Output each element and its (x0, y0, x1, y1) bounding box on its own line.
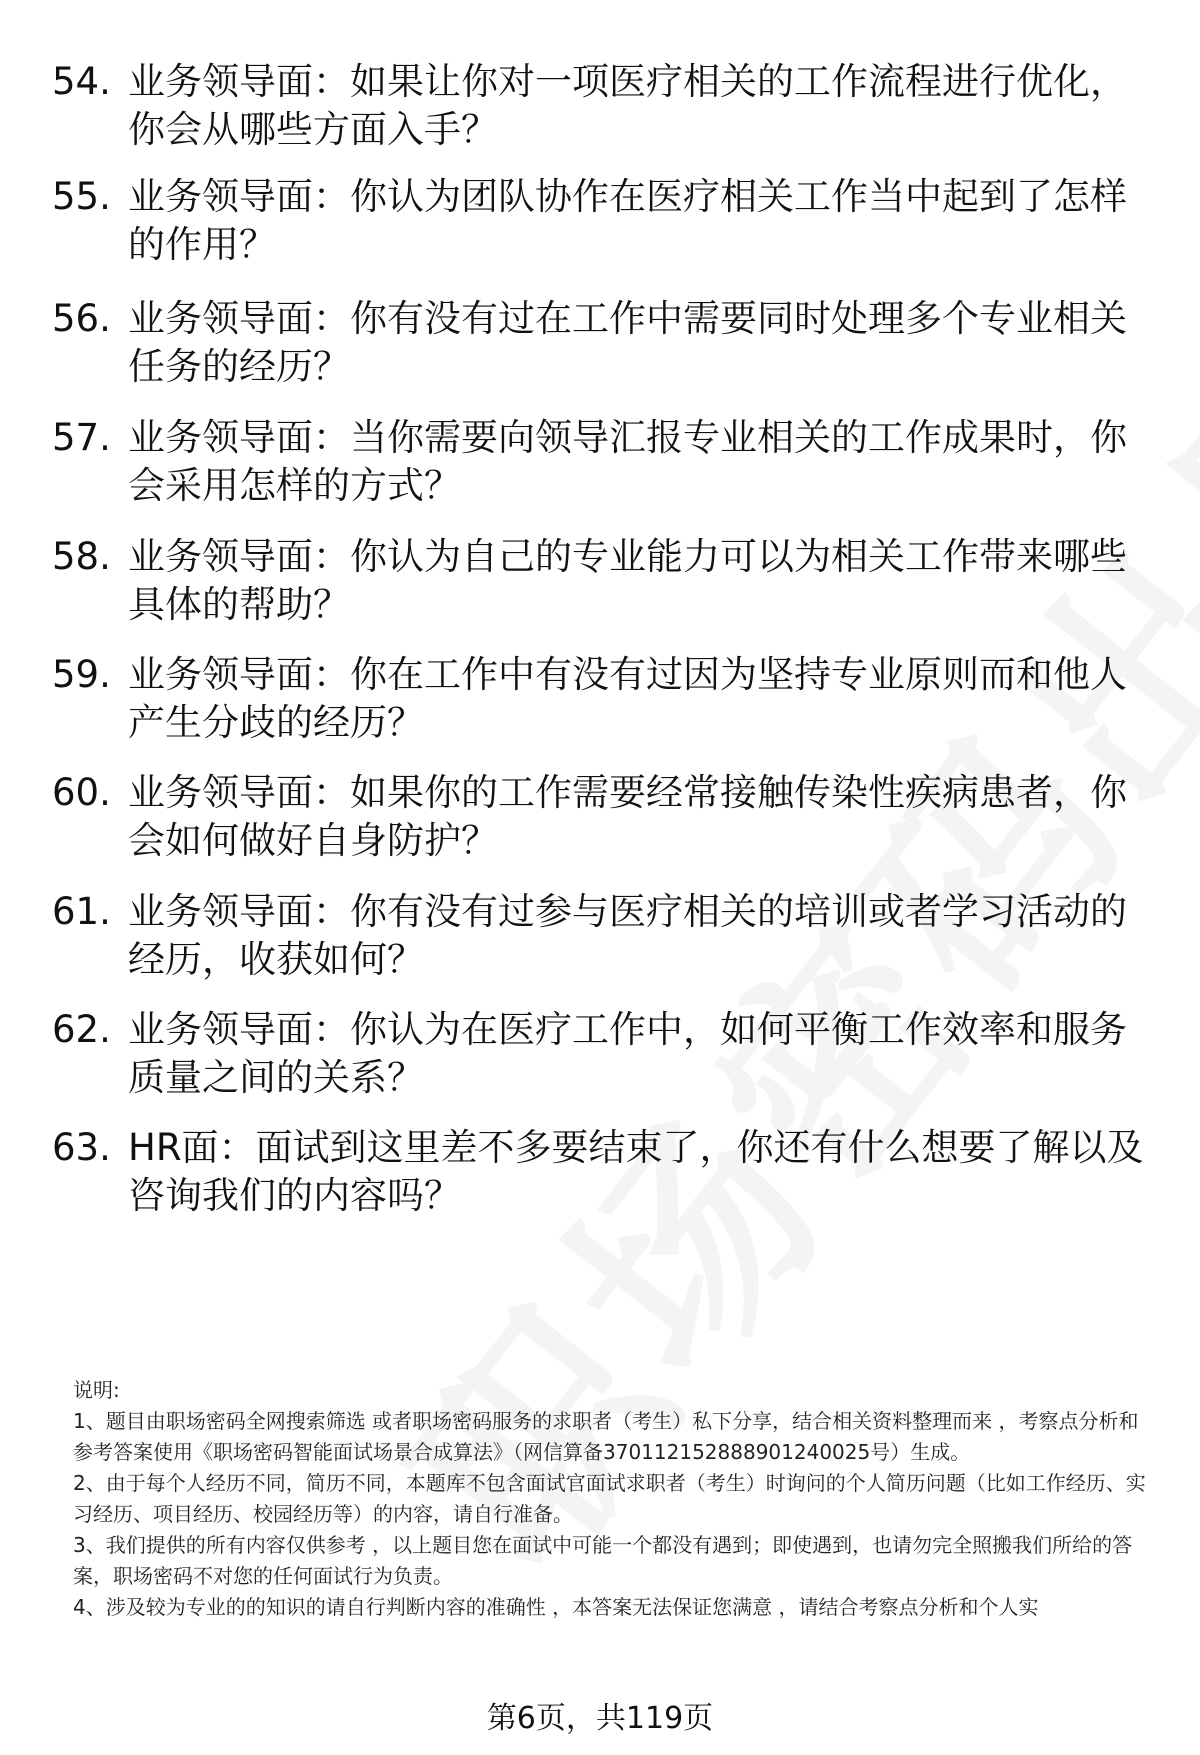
page-number: 第6页，共119页 (486, 1701, 714, 1736)
question-text: HR面：面试到这里差不多要结束了，你还有什么想要了解以及咨询我们的内容吗？ (128, 1126, 1144, 1217)
question-number: 54. (52, 60, 111, 103)
question-item (52, 533, 1152, 629)
question-text: 业务领导面：当你需要向领导汇报专业相关的工作成果时，你会采用怎样的方式？ (128, 416, 1127, 507)
question-item (52, 651, 1152, 747)
question-number: 62. (52, 1008, 111, 1051)
notes-section (73, 1375, 1155, 1623)
question-text: 业务领导面：你有没有过在工作中需要同时处理多个专业相关任务的经历？ (128, 297, 1127, 388)
question-item (52, 58, 1152, 154)
question-number: 60. (52, 771, 111, 814)
note-item: 1、题目由职场密码全网搜索筛选 或者职场密码服务的求职者（考生）私下分享，结合相关资料整理而来 ，考察点分析和参考答案使用《职场密码智能面试场景合成算法》（网信算备370112152888901240025号）生成。 (73, 1409, 1139, 1464)
note-item: 4、涉及较为专业的的知识的请自行判断内容的准确性 ，本答案无法保证您满意 ，请结合考察点分析和个人实 (73, 1595, 1039, 1619)
question-item (52, 173, 1152, 269)
question-number: 56. (52, 297, 111, 340)
question-number: 61. (52, 890, 111, 933)
question-text: 业务领导面：你认为自己的专业能力可以为相关工作带来哪些具体的帮助？ (128, 535, 1127, 626)
question-item (52, 414, 1152, 510)
question-text: 业务领导面：你认为在医疗工作中，如何平衡工作效率和服务质量之间的关系？ (128, 1008, 1127, 1099)
question-text: 业务领导面：如果你的工作需要经常接触传染性疾病患者，你会如何做好自身防护？ (128, 771, 1127, 862)
question-text: 业务领导面：你认为团队协作在医疗相关工作当中起到了怎样的作用？ (128, 175, 1127, 266)
question-item (52, 295, 1152, 391)
question-number: 55. (52, 175, 111, 218)
note-item: 3、我们提供的所有内容仅供参考 ，以上题目您在面试中可能一个都没有遇到；即使遇到，也请勿完全照搬我们所给的答案，职场密码不对您的任何面试行为负责。 (73, 1533, 1133, 1588)
question-text: 业务领导面：如果让你对一项医疗相关的工作流程进行优化，你会从哪些方面入手？ (128, 60, 1127, 151)
question-text: 业务领导面：你在工作中有没有过因为坚持专业原则而和他人产生分歧的经历？ (128, 653, 1127, 744)
question-item (52, 1124, 1152, 1220)
question-number: 57. (52, 416, 111, 459)
question-number: 59. (52, 653, 111, 696)
question-item (52, 769, 1152, 865)
question-item (52, 888, 1152, 984)
note-item: 2、由于每个人经历不同，简历不同，本题库不包含面试官面试求职者（考生）时询问的个人简历问题（比如工作经历、实习经历、项目经历、校园经历等）的内容，请自行准备。 (73, 1471, 1146, 1526)
question-text: 业务领导面：你有没有过参与医疗相关的培训或者学习活动的经历，收获如何？ (128, 890, 1127, 981)
question-number: 63. (52, 1126, 111, 1169)
question-item (52, 1006, 1152, 1102)
notes-heading: 说明: (73, 1378, 120, 1402)
question-number: 58. (52, 535, 111, 578)
